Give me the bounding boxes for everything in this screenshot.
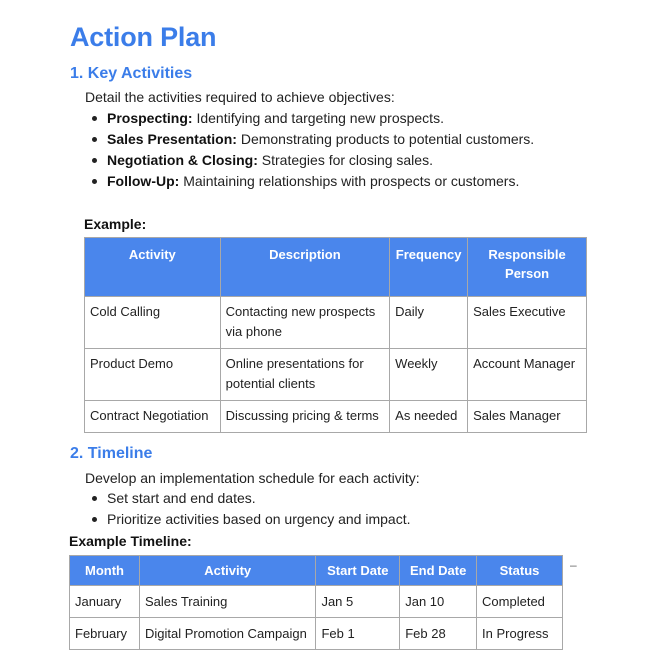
column-header: Month xyxy=(70,556,140,586)
section-heading-timeline: 2. Timeline xyxy=(70,445,153,462)
column-header: Frequency xyxy=(390,238,468,297)
bullet-text: Strategies for closing sales. xyxy=(257,152,433,168)
key-activities-intro: Detail the activities required to achieve objectives: xyxy=(85,89,395,105)
table-cell: Discussing pricing & terms xyxy=(220,401,390,433)
table-cell: As needed xyxy=(390,401,468,433)
bullet-term: Sales Presentation: xyxy=(107,131,237,147)
table-cell: Weekly xyxy=(390,349,468,401)
table-cell: In Progress xyxy=(477,618,563,650)
table-cell: Jan 5 xyxy=(316,586,400,618)
list-item xyxy=(90,509,410,530)
key-activities-list xyxy=(90,108,534,192)
table-cell: Cold Calling xyxy=(85,297,221,349)
table-header-row xyxy=(85,238,587,297)
column-header: Activity xyxy=(85,238,221,297)
dash-mark: – xyxy=(570,558,577,572)
table-header-row xyxy=(70,556,563,586)
table-cell: February xyxy=(70,618,140,650)
table-cell: Feb 1 xyxy=(316,618,400,650)
column-header: Activity xyxy=(139,556,315,586)
table-cell: Sales Training xyxy=(139,586,315,618)
bullet-text: Demonstrating products to potential customers. xyxy=(236,131,535,147)
bullet-text: Identifying and targeting new prospects. xyxy=(192,110,444,126)
column-header: Start Date xyxy=(316,556,400,586)
table-cell: Product Demo xyxy=(85,349,221,401)
table-cell: Completed xyxy=(477,586,563,618)
column-header: Description xyxy=(220,238,390,297)
example-label: Example: xyxy=(84,216,147,232)
section-heading-key-activities: 1. Key Activities xyxy=(70,65,193,82)
column-header: Responsible Person xyxy=(468,238,587,297)
table-cell: Sales Executive xyxy=(468,297,587,349)
table-cell: Feb 28 xyxy=(400,618,477,650)
bullet-term: Prospecting: xyxy=(107,110,193,126)
bullet-icon xyxy=(92,116,97,121)
bullet-text: Prioritize activities based on urgency and impact. xyxy=(107,511,411,527)
bullet-icon xyxy=(92,517,97,522)
bullet-term: Follow-Up: xyxy=(107,173,180,189)
table-cell: Contract Negotiation xyxy=(85,401,221,433)
table-row xyxy=(85,349,587,401)
table-cell: Digital Promotion Campaign xyxy=(139,618,315,650)
bullet-text: Maintaining relationships with prospects or customers. xyxy=(179,173,520,189)
table-cell: Online presentations for potential clients xyxy=(220,349,390,401)
bullet-icon xyxy=(92,137,97,142)
list-item xyxy=(90,129,534,150)
table-row xyxy=(85,401,587,433)
timeline-intro: Develop an implementation schedule for each activity: xyxy=(85,470,420,486)
activities-table xyxy=(84,237,587,433)
table-cell: Account Manager xyxy=(468,349,587,401)
table-cell: Sales Manager xyxy=(468,401,587,433)
bullet-text: Set start and end dates. xyxy=(107,490,256,506)
table-row xyxy=(85,297,587,349)
column-header: End Date xyxy=(400,556,477,586)
list-item xyxy=(90,150,534,171)
bullet-icon xyxy=(92,179,97,184)
page-title: Action Plan xyxy=(70,22,217,52)
bullet-icon xyxy=(92,496,97,501)
timeline-list xyxy=(90,488,410,530)
table-row xyxy=(70,618,563,650)
table-cell: Daily xyxy=(390,297,468,349)
bullet-icon xyxy=(92,158,97,163)
bullet-term: Negotiation & Closing: xyxy=(107,152,258,168)
table-row xyxy=(70,586,563,618)
table-cell: January xyxy=(70,586,140,618)
timeline-table xyxy=(69,555,563,650)
list-item xyxy=(90,171,534,192)
table-cell: Jan 10 xyxy=(400,586,477,618)
list-item xyxy=(90,108,534,129)
example-timeline-label: Example Timeline: xyxy=(69,533,192,549)
column-header: Status xyxy=(477,556,563,586)
list-item xyxy=(90,488,410,509)
table-cell: Contacting new prospects via phone xyxy=(220,297,390,349)
